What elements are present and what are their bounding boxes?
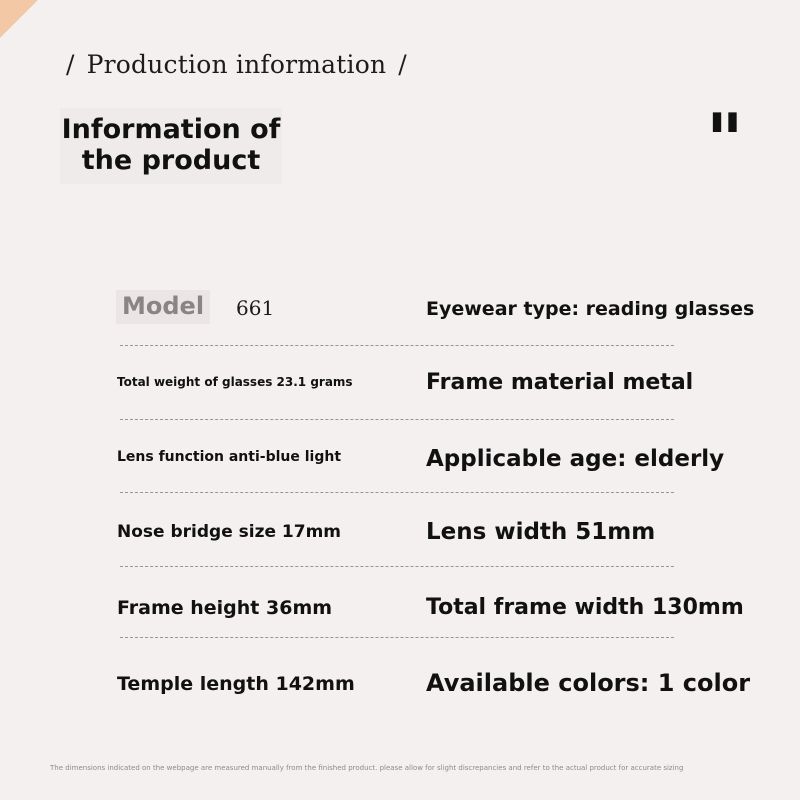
slash-open: / [66,50,75,79]
section-label-text: Production information [86,50,387,79]
total-frame-width: Total frame width 130mm [426,595,744,620]
divider [120,492,674,493]
lens-width: Lens width 51mm [426,519,656,545]
quote-mark-icon: " [706,98,744,182]
corner-accent [0,0,38,38]
nose-bridge: Nose bridge size 17mm [117,522,342,542]
total-weight: Total weight of glasses 23.1 grams [117,375,353,389]
eyewear-type: Eyewear type: reading glasses [426,298,755,320]
temple-length: Temple length 142mm [117,673,355,695]
page-title [60,108,282,184]
title-line-1: Information of [61,114,281,145]
model-value: 661 [236,296,275,320]
applicable-age: Applicable age: elderly [426,446,725,472]
frame-height: Frame height 36mm [117,597,333,619]
divider [120,637,674,638]
slash-close: / [398,50,407,79]
divider [120,419,674,420]
divider [120,345,674,346]
title-line-2: the product [81,145,261,176]
footnote: The dimensions indicated on the webpage are measured manually from the finished product. please allow for slight discrepancies and refer to the actual product for accurate sizing [50,764,684,772]
model-label: Model [116,290,210,324]
section-label [66,50,407,79]
lens-function: Lens function anti-blue light [117,449,342,465]
available-colors: Available colors: 1 color [426,669,751,697]
divider [120,566,674,567]
frame-material: Frame material metal [426,370,694,395]
